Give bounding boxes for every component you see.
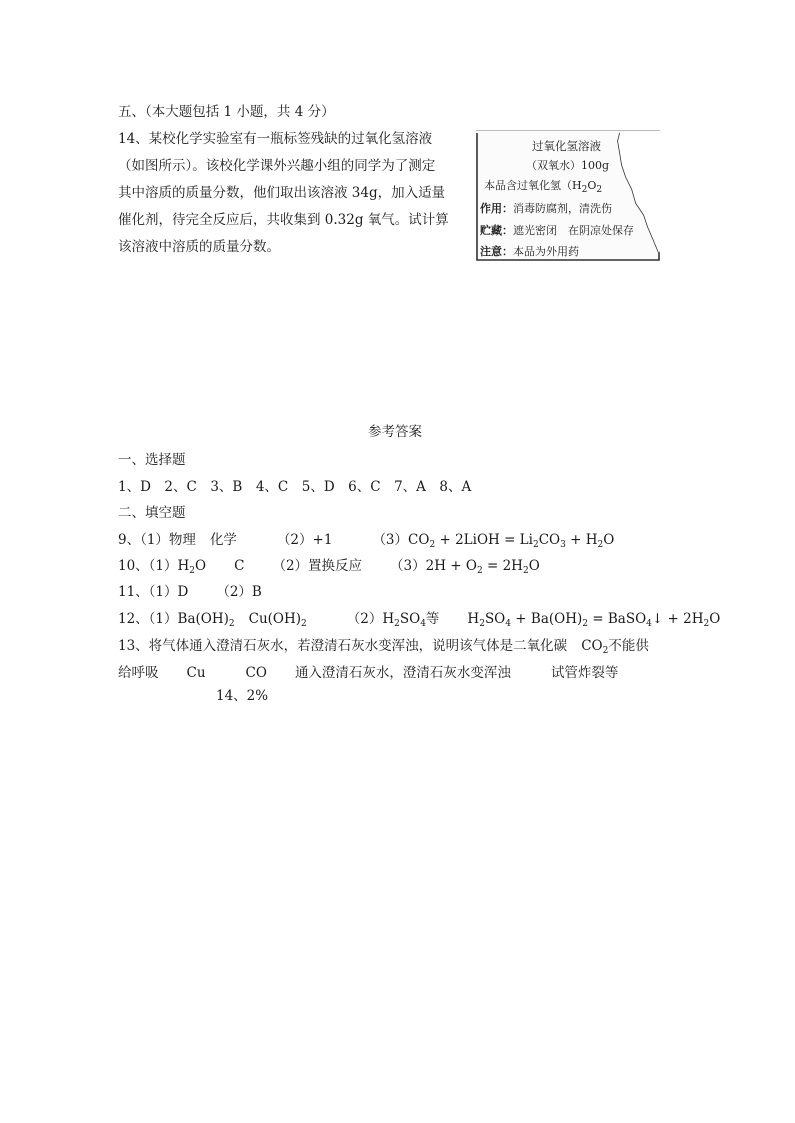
label-storage: 贮藏：遮光密闭 在阴凉处保存 — [480, 224, 634, 237]
question-14-line-4: 催化剂，待完全反应后，共收集到 0.32g 氧气。试计算 — [118, 212, 449, 228]
answer-12: 12、$(1)Ba(OH)_2$ $Cu(OH)_2$ $(2)H_2SO_4$等 $H_2SO_4 + Ba(OH)_2$ = BaSO$_4$↓ + $2H_2O$ — [118, 611, 721, 629]
answers-title: 参考答案 — [368, 424, 422, 440]
question-14-line-3: 其中溶质的质量分数，他们取出该溶液 34g，加入适量 — [118, 185, 446, 201]
answer-13-line-1: 13、将气体通入澄清石灰水，若澄清石灰水变浑浊，说明该气体是二氧化碳 $CO_2$不能供 — [118, 638, 649, 656]
question-14-line-1: 14、某校化学实验室有一瓶标签残缺的过氧化氢溶液 — [118, 131, 433, 147]
label-alias: （双氧水）100g — [526, 159, 610, 172]
answer-13-line-2: 给呼吸 Cu CO 通入澄清石灰水，澄清石灰水变浑浊 试管炸裂等 — [118, 665, 619, 681]
answer-14: 14、2% — [216, 688, 269, 704]
label-note: 注意：本品为外用药 — [480, 245, 579, 258]
label-content: 本品含过氧化氢（$H_2O_2$ — [484, 179, 603, 195]
answers-choices: 1、D 2、C 3、B 4、C 5、D 6、C 7、A 8、A — [118, 479, 472, 495]
reagent-label-figure — [476, 130, 660, 261]
answers-section-fill: 二、填空题 — [118, 505, 186, 521]
question-14-line-5: 该溶液中溶质的质量分数。 — [118, 239, 280, 255]
answers-section-choice: 一、选择题 — [118, 452, 186, 468]
section-title: 五、（本大题包括 1 小题，共 4 分） — [118, 104, 335, 120]
label-usage: 作用：消毒防腐剂，清洗伤 — [480, 202, 612, 215]
answer-9: 9、（1）物理 化学 （2）+1 $(3)CO_2$ + 2LiOH = $Li_2CO_3 + H_2O$ — [118, 532, 615, 550]
answer-11: 11、（1）D （2）B — [118, 584, 262, 600]
question-14-line-2: （如图所示）。该校化学课外兴趣小组的同学为了测定 — [118, 158, 436, 174]
label-product-name: 过氧化氢溶液 — [532, 139, 601, 153]
answer-10: 10、$(1)H_2O$ C （2）置换反应 $(3)2H + O_2 = 2H_2O$ — [118, 558, 540, 576]
